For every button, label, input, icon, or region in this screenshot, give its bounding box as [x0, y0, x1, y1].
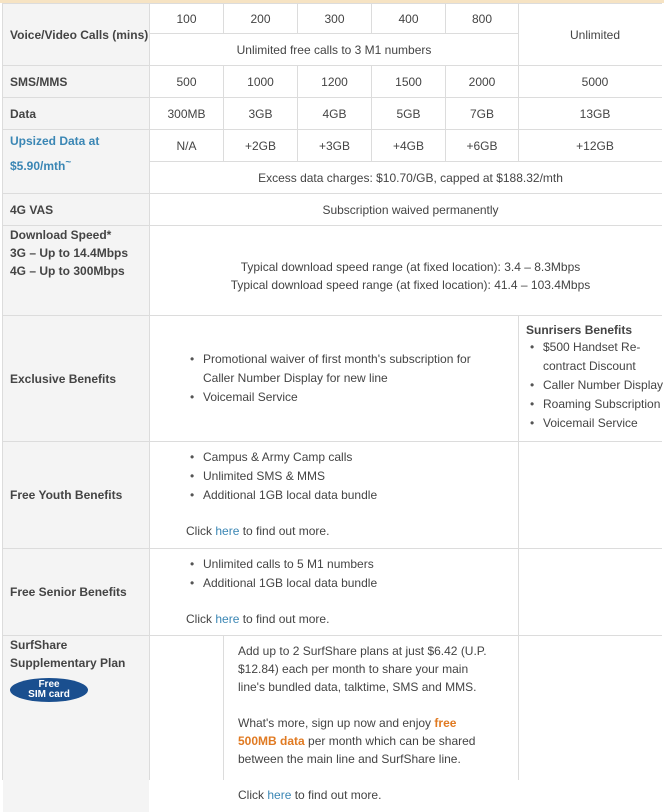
free-sim-card-badge: [10, 678, 88, 702]
data-value-2: 3GB: [224, 98, 297, 129]
surfshare-para1: Add up to 2 SurfShare plans at just $6.42 (U.P. $12.84) each per month to share your main line's bundled data, talktime, SMS and MMS.: [238, 644, 487, 694]
upsized-label-price: $5.90/mth: [10, 159, 66, 173]
senior-benefit-item: • Unlimited calls to 5 M1 numbers: [186, 555, 377, 574]
upsized-label-mark: ~: [65, 157, 72, 168]
upsized-value-2: +2GB: [224, 130, 297, 161]
sunrisers-benefit-item: • Voicemail Service: [526, 414, 664, 433]
youth-benefit-item: • Campus & Army Camp calls: [186, 448, 377, 467]
surfshare-more-link[interactable]: here: [267, 788, 292, 802]
sunrisers-benefit-item: • Caller Number Display: [526, 376, 664, 395]
data-value-6: 13GB: [519, 98, 664, 129]
download-speed-title: Download Speed*: [10, 228, 112, 242]
surfshare-click-line: [238, 786, 381, 804]
row-header-4g-vas: 4G VAS: [3, 194, 149, 225]
exclusive-benefits-list: [186, 350, 478, 407]
data-value-5: 7GB: [446, 98, 518, 129]
youth-click-line: [186, 522, 329, 540]
row-header-surfshare: [3, 636, 149, 812]
upsized-value-5: +6GB: [446, 130, 518, 161]
upsized-value-1: N/A: [150, 130, 223, 161]
voice-value-unlimited: Unlimited: [519, 4, 664, 65]
download-speed-3g: 3G – Up to 14.4Mbps: [10, 246, 129, 260]
senior-click-pre: Click: [186, 612, 216, 626]
sms-value-3: 1200: [298, 66, 371, 97]
youth-empty-cell: [519, 442, 664, 548]
senior-more-link[interactable]: here: [215, 612, 240, 626]
upsized-value-6: +12GB: [519, 130, 664, 161]
senior-benefit-item: • Additional 1GB local data bundle: [186, 574, 377, 593]
exclusive-benefit-item: • Voicemail Service: [186, 388, 478, 407]
sms-value-6: 5000: [519, 66, 664, 97]
sunrisers-benefits-cell: [519, 316, 664, 441]
badge-line2: SIM card: [28, 689, 70, 700]
voice-label: Voice/Video Calls (mins): [10, 27, 149, 42]
row-header-sms: SMS/MMS: [3, 66, 149, 97]
badge-line1: Free: [38, 679, 60, 690]
sms-value-4: 1500: [372, 66, 445, 97]
surfshare-para2-pre: What's more, sign up now and enjoy: [238, 716, 435, 730]
voice-free-calls-note: Unlimited free calls to 3 M1 numbers: [150, 34, 518, 65]
voice-value-5: 800: [446, 4, 518, 33]
senior-benefits-cell: [150, 549, 518, 635]
data-value-4: 5GB: [372, 98, 445, 129]
surfshare-description-cell: [224, 636, 518, 812]
row-header-download-speed: [3, 226, 149, 315]
youth-click-pre: Click: [186, 524, 216, 538]
voice-value-1: 100: [150, 4, 223, 33]
vas-waiver-note: Subscription waived permanently: [150, 194, 664, 225]
voice-value-4: 400: [372, 4, 445, 33]
data-value-1: 300MB: [150, 98, 223, 129]
row-header-youth-benefits: Free Youth Benefits: [3, 442, 149, 548]
row-header-voice: [3, 4, 149, 65]
surfshare-click-pre: Click: [238, 788, 268, 802]
sms-value-2: 1000: [224, 66, 297, 97]
youth-benefits-cell: [150, 442, 518, 548]
exclusive-benefit-item: • Promotional waiver of first month's subscription for Caller Number Display for new line: [186, 350, 478, 388]
surfshare-label-line1: SurfShare: [10, 638, 68, 652]
download-speed-ranges: [150, 226, 664, 315]
youth-benefits-list: [186, 448, 377, 505]
surfshare-empty-cell: [150, 636, 223, 812]
senior-benefits-list: [186, 555, 377, 593]
excess-data-charges: Excess data charges: $10.70/GB, capped at $188.32/mth: [150, 162, 664, 193]
senior-click-post: to find out more.: [239, 612, 330, 626]
download-speed-4g: 4G – Up to 300Mbps: [10, 264, 125, 278]
sms-value-1: 500: [150, 66, 223, 97]
voice-value-3: 300: [298, 4, 371, 33]
free-500mb-highlight: free 500MB data: [238, 716, 457, 748]
data-value-3: 4GB: [298, 98, 371, 129]
voice-value-2: 200: [224, 4, 297, 33]
youth-more-link[interactable]: here: [215, 524, 240, 538]
download-range-3g: Typical download speed range (at fixed location): 3.4 – 8.3Mbps: [240, 259, 581, 274]
surfshare-right-empty-cell: [519, 636, 664, 812]
senior-click-line: [186, 610, 329, 628]
surfshare-para2-post: per month which can be shared between the main line and SurfShare line.: [238, 734, 476, 766]
exclusive-benefits-cell: [150, 316, 518, 441]
surfshare-para2: [238, 714, 496, 768]
sunrisers-benefit-item: • Roaming Subscription: [526, 395, 664, 414]
youth-click-post: to find out more.: [239, 524, 330, 538]
surfshare-click-post: to find out more.: [291, 788, 382, 802]
sunrisers-benefit-item: • $500 Handset Re-contract Discount: [526, 338, 664, 376]
download-range-4g: Typical download speed range (at fixed location): 41.4 – 103.4Mbps: [230, 277, 591, 292]
upsized-value-3: +3GB: [298, 130, 371, 161]
sms-value-5: 2000: [446, 66, 518, 97]
surfshare-label-line2: Supplementary Plan: [10, 656, 126, 670]
plan-comparison-table: [2, 3, 664, 802]
sunrisers-benefits-title: Sunrisers Benefits: [526, 323, 633, 337]
row-header-data: Data: [3, 98, 149, 129]
youth-benefit-item: • Additional 1GB local data bundle: [186, 486, 377, 505]
upsized-value-4: +4GB: [372, 130, 445, 161]
upsized-label-line1: Upsized Data at: [10, 134, 100, 148]
row-header-upsized-data: [3, 130, 149, 193]
row-header-senior-benefits: Free Senior Benefits: [3, 549, 149, 635]
senior-empty-cell: [519, 549, 664, 635]
sunrisers-benefits-list: [526, 338, 664, 433]
youth-benefit-item: • Unlimited SMS & MMS: [186, 467, 377, 486]
row-header-exclusive-benefits: Exclusive Benefits: [3, 316, 149, 441]
